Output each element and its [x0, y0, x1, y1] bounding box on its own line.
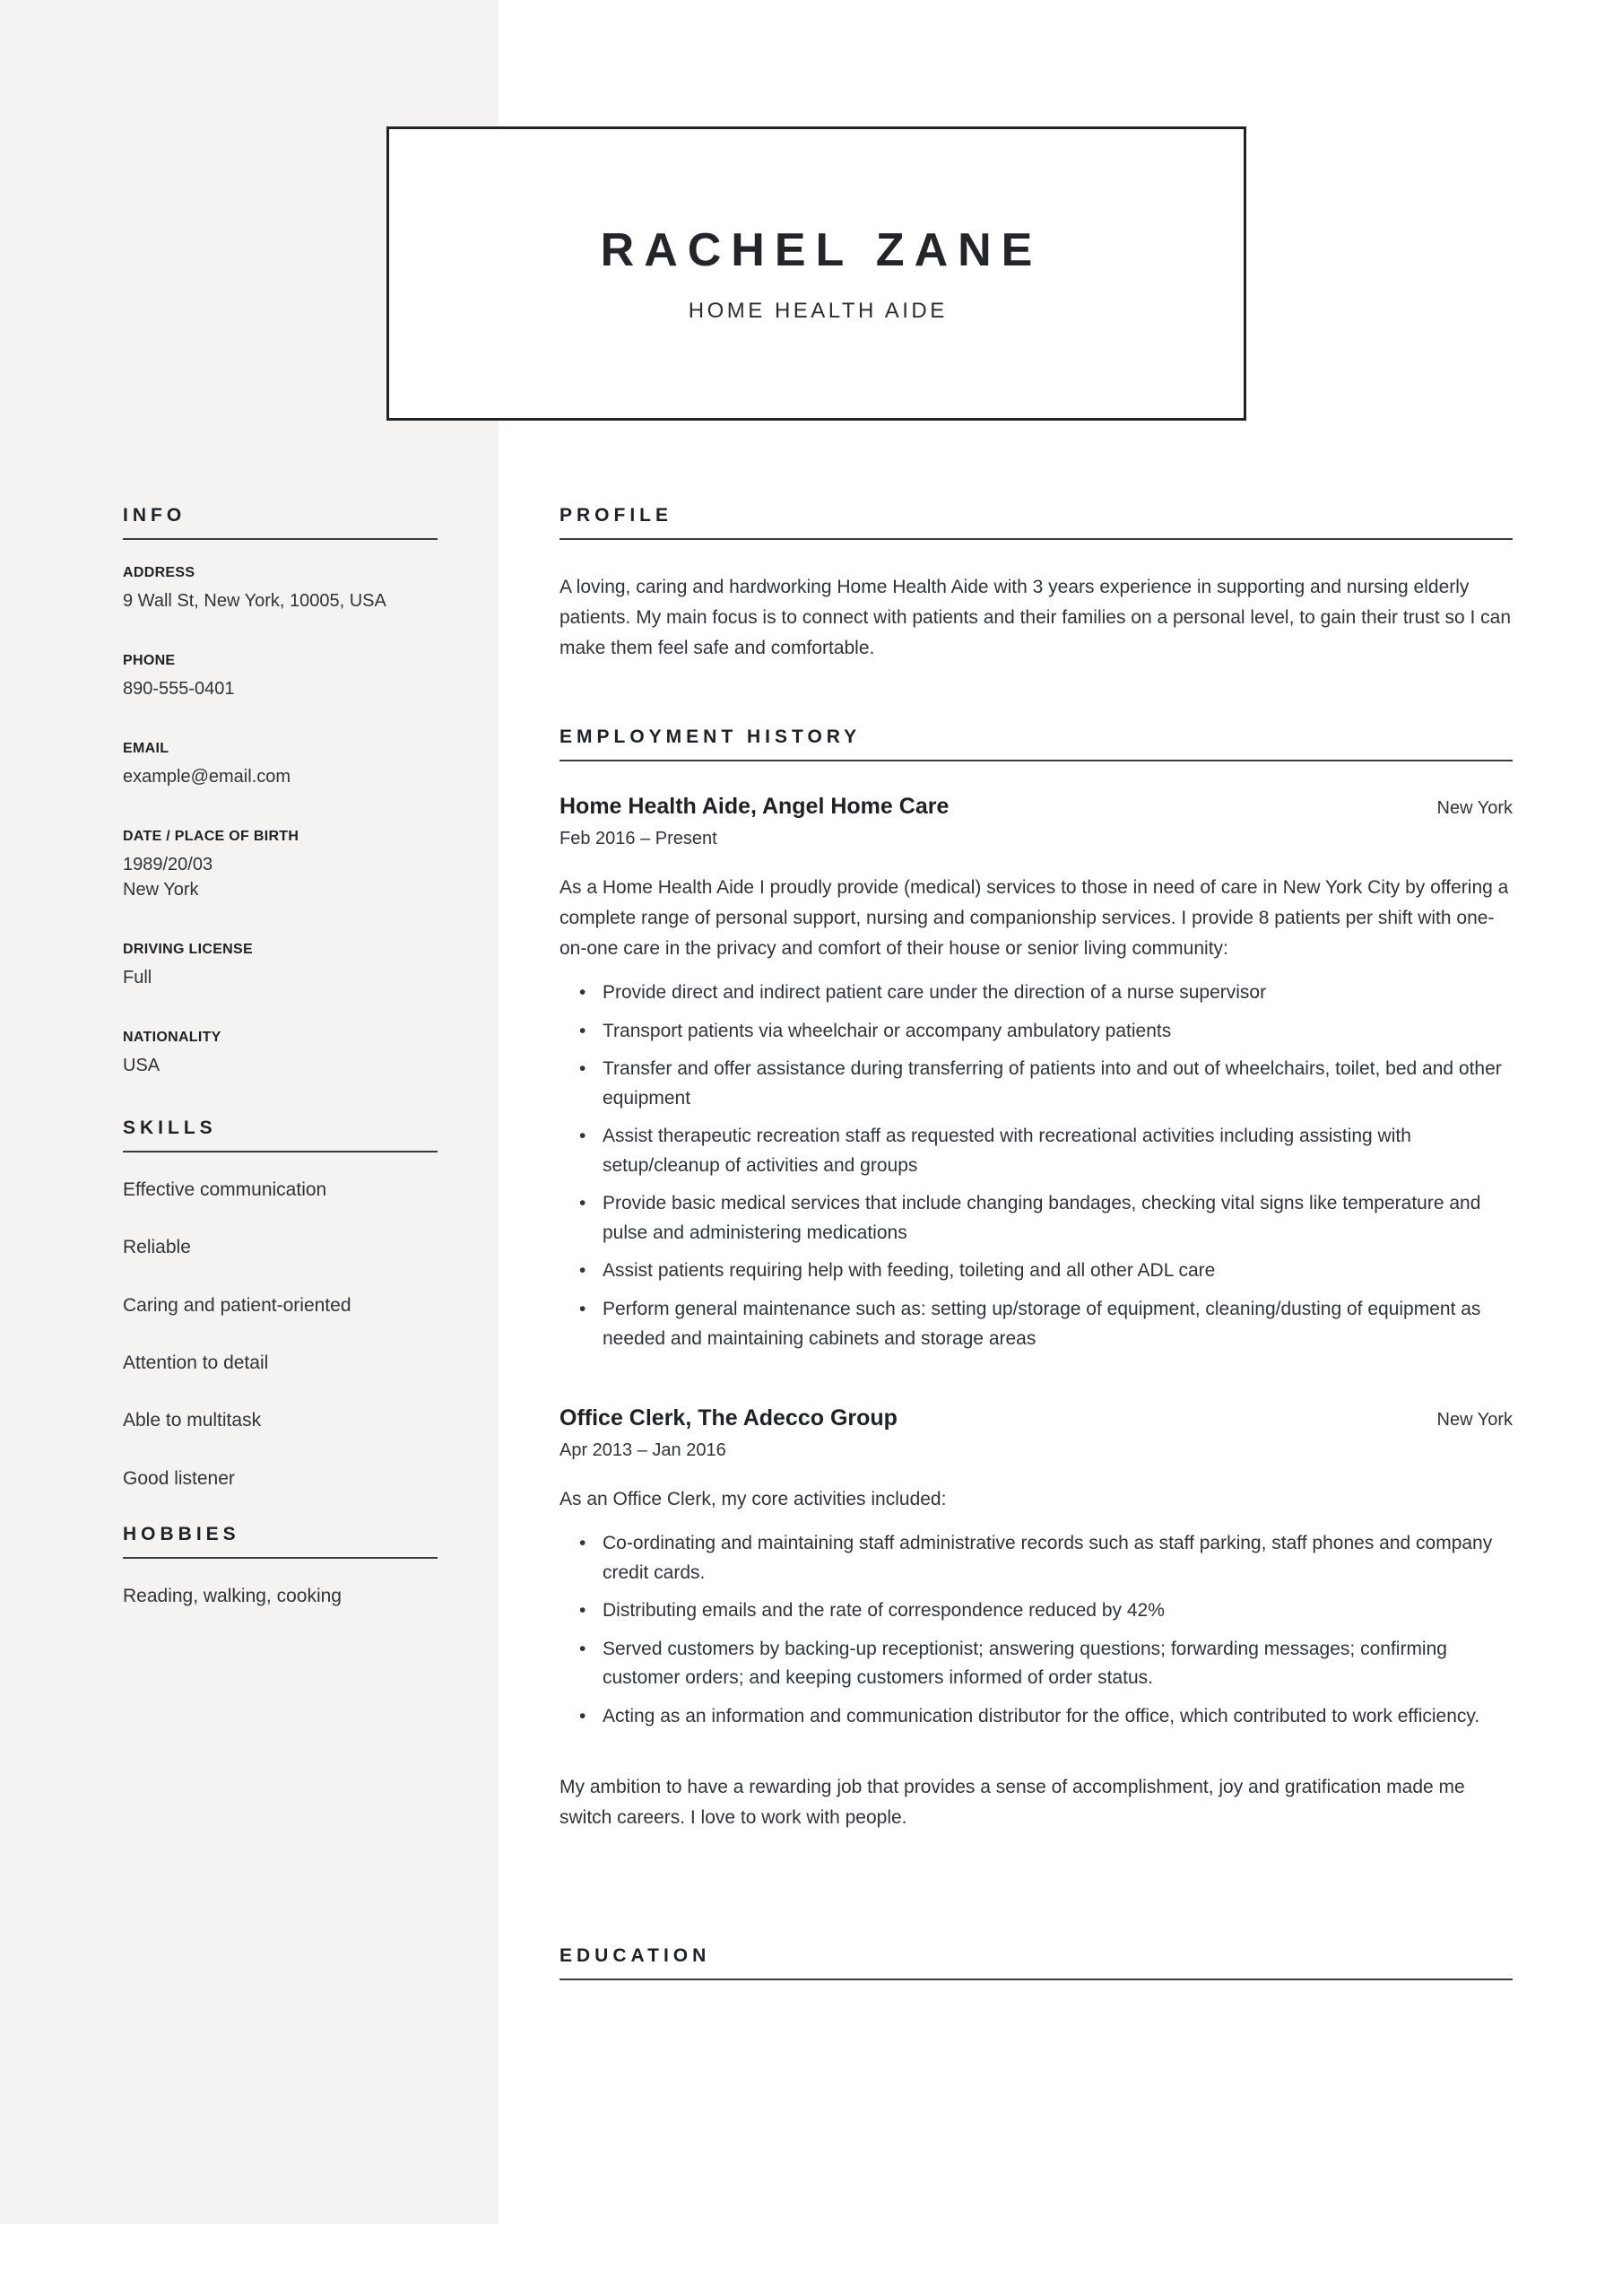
info-value-email: example@email.com	[123, 767, 291, 787]
info-label-email: EMAIL	[123, 741, 169, 756]
employment-heading: EMPLOYMENT HISTORY	[559, 726, 1513, 761]
job-bullet: • Assist therapeutic recreation staff as requested with recreational activities including assisting with setup/cleanup of activities and groups	[559, 1122, 1513, 1180]
skill-item: Able to multitask	[123, 1410, 262, 1431]
job-summary: As a Home Health Aide I proudly provide (medical) services to those in need of care in New York City by offering a complete range of personal support, nursing and companionship services. I provide 8 patients per shift with one-on-one care in the privacy and comfort of their house or senior living community:	[559, 877, 1509, 960]
profile-text: A loving, caring and hardworking Home Health Aide with 3 years experience in supporting and nursing elderly patients. My main focus is to connect with patients and their families on a personal level, to gain their trust so I can make them feel safe and comfortable.	[559, 577, 1512, 659]
job-bullet: • Provide direct and indirect patient care under the direction of a nurse supervisor	[559, 978, 1513, 1008]
job-bullet-list	[559, 978, 1513, 1353]
skills-section	[123, 1118, 438, 1492]
resume-header	[386, 126, 1246, 421]
info-label-nationality: NATIONALITY	[123, 1030, 221, 1045]
info-value-address: 9 Wall St, New York, 10005, USA	[123, 591, 386, 611]
job-bullet: • Transfer and offer assistance during transferring of patients into and out of wheelchairs, toilet, bed and other equipment	[559, 1055, 1513, 1113]
job-header	[559, 794, 1513, 820]
skill-item: Effective communication	[123, 1179, 327, 1200]
info-value-driving-license: Full	[123, 968, 152, 987]
job-bullet: • Distributing emails and the rate of correspondence reduced by 42%	[559, 1596, 1513, 1626]
hobbies-section	[123, 1524, 438, 1609]
info-label-driving-license: DRIVING LICENSE	[123, 942, 253, 957]
job-bullet: • Co-ordinating and maintaining staff administrative records such as staff parking, staff phones and company credit cards.	[559, 1529, 1513, 1587]
sidebar	[0, 505, 499, 1641]
info-field-birth	[123, 829, 438, 902]
info-label-birth: DATE / PLACE OF BIRTH	[123, 829, 299, 844]
info-field-email	[123, 741, 438, 789]
info-field-address	[123, 565, 438, 613]
job-bullet-list	[559, 1529, 1513, 1731]
job-bullet: • Transport patients via wheelchair or accompany ambulatory patients	[559, 1017, 1513, 1047]
job-location: New York	[1436, 798, 1513, 819]
skill-item: Caring and patient-oriented	[123, 1294, 351, 1316]
job-entry-office-clerk	[559, 1405, 1513, 1833]
job-bullet: • Acting as an information and communication distributor for the office, which contributed to work efficiency.	[559, 1702, 1513, 1732]
job-location: New York	[1436, 1410, 1513, 1431]
employment-section	[559, 726, 1513, 1833]
content-columns	[0, 505, 1622, 2013]
skill-item: Good listener	[123, 1467, 235, 1489]
education-heading: EDUCATION	[559, 1945, 1513, 1980]
job-summary: As an Office Clerk, my core activities included:	[559, 1489, 947, 1510]
info-field-phone	[123, 653, 438, 701]
info-value-birth-date: 1989/20/03	[123, 855, 213, 874]
job-bullet: • Assist patients requiring help with feeding, toileting and all other ADL care	[559, 1257, 1513, 1286]
job-header	[559, 1405, 1513, 1431]
skill-item: Attention to detail	[123, 1352, 269, 1374]
info-heading: INFO	[123, 505, 438, 540]
profile-section	[559, 505, 1513, 664]
candidate-name: RACHEL ZANE	[600, 224, 1043, 276]
main-column	[499, 505, 1622, 2013]
job-title: Home Health Aide, Angel Home Care	[559, 794, 950, 820]
info-value-nationality: USA	[123, 1056, 160, 1075]
hobby-item: Reading, walking, cooking	[123, 1586, 342, 1607]
job-dates: Feb 2016 – Present	[559, 829, 717, 849]
job-bullet: • Provide basic medical services that include changing bandages, checking vital signs like temperature and pulse and administering medications	[559, 1189, 1513, 1248]
job-bullet: • Served customers by backing-up receptionist; answering questions; forwarding messages; confirming customer orders; and keeping customers informed of order status.	[559, 1635, 1513, 1693]
candidate-job-title: HOME HEALTH AIDE	[688, 299, 948, 323]
profile-heading: PROFILE	[559, 505, 1513, 540]
info-field-nationality	[123, 1030, 438, 1078]
info-value-birth-place: New York	[123, 880, 199, 900]
info-label-phone: PHONE	[123, 653, 176, 668]
skill-item: Reliable	[123, 1237, 191, 1258]
job-title: Office Clerk, The Adecco Group	[559, 1405, 898, 1431]
hobbies-heading: HOBBIES	[123, 1524, 438, 1559]
info-section	[123, 505, 438, 1078]
education-section	[559, 1945, 1513, 1980]
info-field-driving-license	[123, 942, 438, 990]
job-entry-home-health-aide	[559, 794, 1513, 1353]
job-bullet: • Perform general maintenance such as: setting up/storage of equipment, cleaning/dusting of equipment as needed and maintaining cabinets and storage areas	[559, 1295, 1513, 1353]
info-label-address: ADDRESS	[123, 565, 195, 580]
job-closing-text: My ambition to have a rewarding job that provides a sense of accomplishment, joy and gratification made me switch careers. I love to work with people.	[559, 1777, 1465, 1829]
info-value-phone: 890-555-0401	[123, 679, 235, 699]
skills-heading: SKILLS	[123, 1118, 438, 1152]
job-dates: Apr 2013 – Jan 2016	[559, 1440, 726, 1461]
